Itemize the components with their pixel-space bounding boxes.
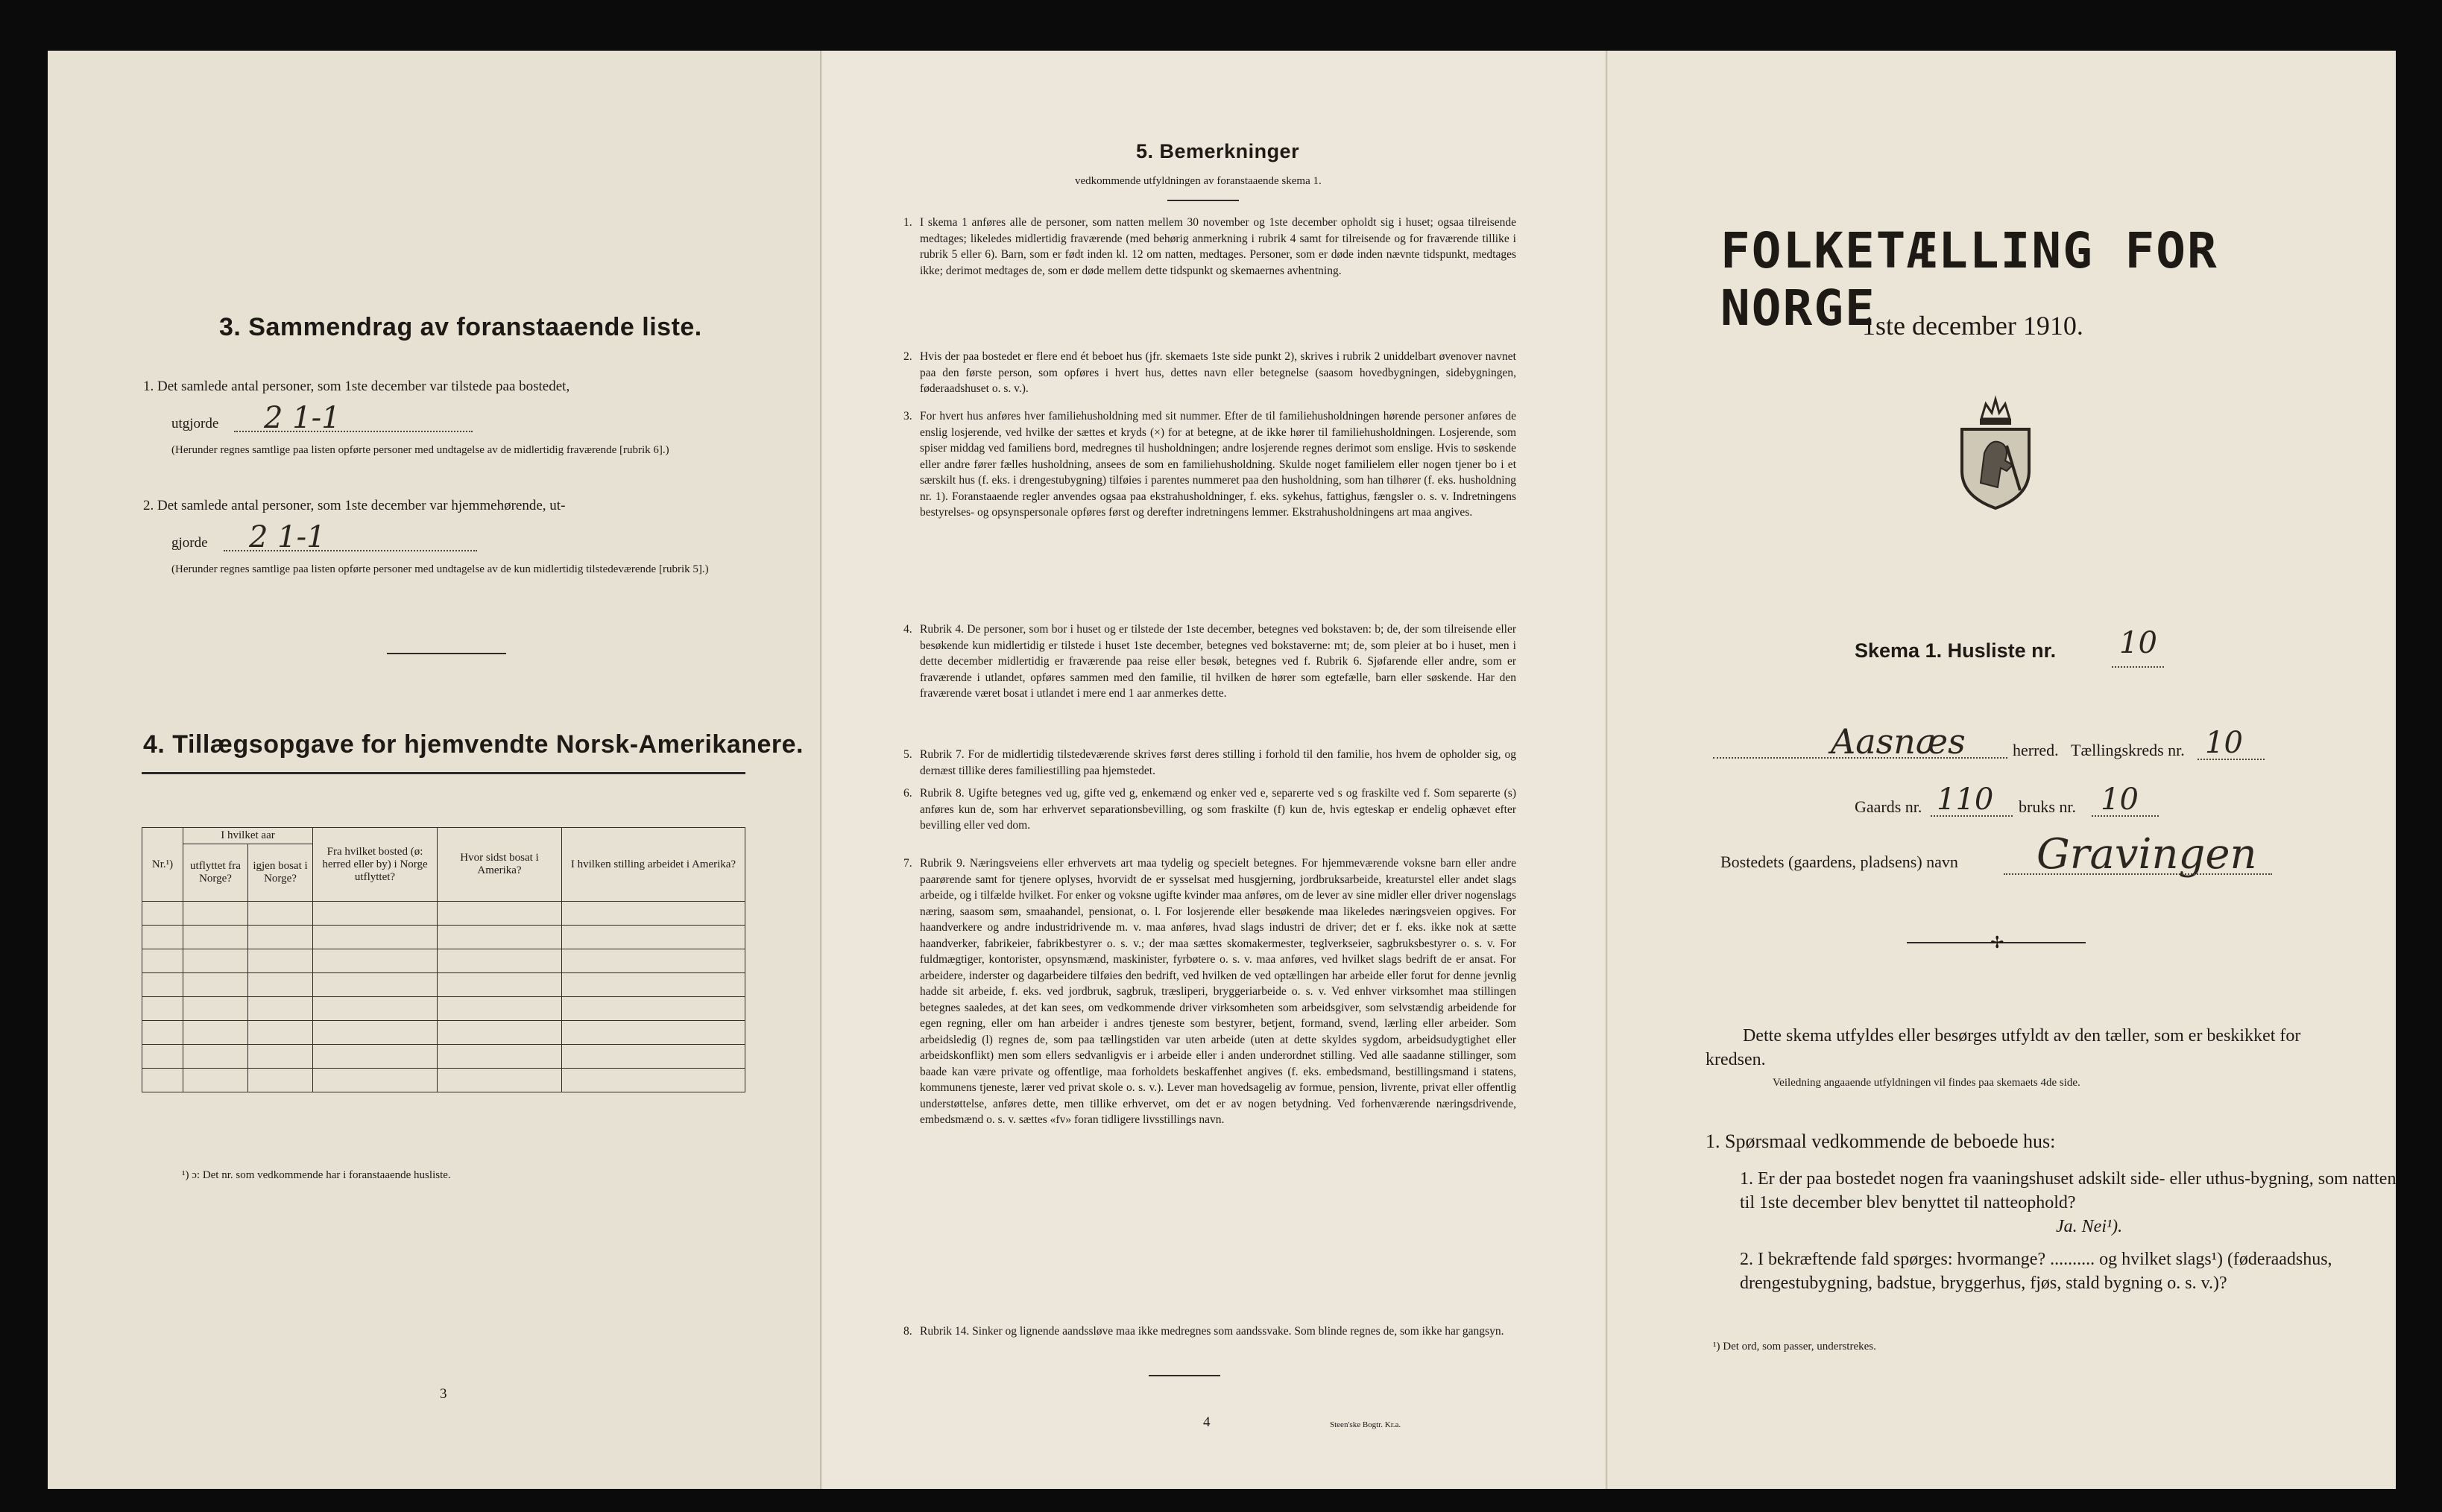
form-date: 1ste december 1910.	[1862, 311, 2083, 341]
remark-item	[903, 785, 1516, 834]
remark-item	[903, 747, 1516, 779]
section-4-title: 4. Tillægsopgave for hjemvendte Norsk-Amerikanere.	[143, 730, 804, 759]
remark-item	[903, 215, 1516, 279]
remarks-title: 5. Bemerkninger	[1136, 140, 1300, 162]
gaards-line	[1931, 815, 2013, 817]
coat-of-arms-icon	[1954, 393, 2036, 511]
summary-item-2-handwritten: 2 1-1	[249, 520, 326, 554]
summary-item-2-note: (Herunder regnes samtlige paa listen opførte personer med undtagelse av de kun midlertidig tilstedeværende [rubrik 5].)	[171, 563, 709, 575]
husliste-line	[2112, 666, 2164, 668]
col-last-place: Hvor sidst bosat i Amerika?	[438, 828, 562, 902]
summary-item-2-prefix: gjorde	[171, 535, 208, 551]
right-footnote: ¹) Det ord, som passer, understrekes.	[1713, 1341, 1876, 1353]
remark-item	[903, 621, 1516, 702]
table-row	[142, 1045, 745, 1069]
remark-number: 6.	[903, 787, 912, 800]
bruks-number: 10	[2101, 782, 2139, 817]
table-row	[142, 949, 745, 973]
summary-item-1-prefix: utgjorde	[171, 416, 219, 431]
kreds-number: 10	[2205, 726, 2243, 760]
remark-text: For hvert hus anføres hver familiehusholdning med sit nummer. Efter de til familiehusholdningen hørende personer anføres de enslig losjerende, ved hvilke der sættes et kryds (×) for at betegne, at de ikke hører til familiehusholdningen. Losjerende, som spiser middag ved familiens bord, medregnes til husholdningen; andre losjerende regnes derimot som enslige. Hvis to søskende eller andre fører fælles husholdning, ansees de som en familiehusholdning. Skulde noget familielem eller nogen tjener bo i et særskilt hus (f. eks. i drengestubygning) tilføies i parentes nummeret paa den husholdning, som han tilhører (f. eks. husholdning nr. 1). Foranstaaende regler anvendes ogsaa paa ekstrahusholdninger, f. eks. sykehus, fattighus, fængsler o. s. v. Indretningens bestyrelses- og opsynspersonale opføres først og derefter indretningens lemmer. Ekstrahusholdningens art maa angives.	[920, 410, 1516, 519]
gaards-label: Gaards nr.	[1855, 797, 1922, 816]
remark-text: Rubrik 14. Sinker og lignende aandssløve maa ikke medregnes som aandssvake. Som blinde regnes de, som ikke har gangsyn.	[920, 1325, 1504, 1338]
remark-text: Rubrik 9. Næringsveiens eller erhvervets art maa tydelig og specielt betegnes. For hjemmeværende voksne barn eller andre paarørende samt for tjenere oplyses, hvorvidt de er sysselsat med husgjerning, jordbruksarbeide, kreaturstel eller andet slags arbeide, og i tilfælde hvilket. For enker og voksne ugifte kvinder maa anføres, om de lever av sine midler eller driver nogenslags næring, saasom søm, smaahandel, pensionat, o. l. For losjerende eller besøkende maa likeledes næringsveien opgives. For haandverkere og andre industridrivende m. v. maa anføres, hvad slags industri de driver; det er f. eks. ikke nok at sætte haandverker, fabrikeier, fabrikbestyrer o. s. v.; der maa sættes skomakermester, teglverkseier, sagbruksbestyrer o. s. v. For fuldmægtiger, kontorister, opsynsmænd, maskinister, fyrbøtere o. s. v. maa anføres, ved hvilket slags bedrift de er ansat. For arbeidere, inderster og dagarbeidere tilføies den bedrift, ved hvilken de ved optællingen har arbeide eller forut for denne jevnlig hadde sit arbeide, f. eks. ved jordbruk, sagbruk, træsliperi, bryggeriarbeide o. s. v. Ved enhver virksomhet maa stillingen betegnes saaledes, at det kan sees, om vedkommende driver virksomheten som arbeidsgiver, som selvstændig arbeidende for egen regning, eller om han arbeider i andres tjeneste som bestyrer, betjent, formand, svend, lærling eller arbeider. Som arbeidsledig (l) regnes de, som paa tællingstiden var uten arbeide (uten at dette skyldes sygdom, arbeidsudygtighet eller arbeidskonflikt) men som ellers sedvanligvis er i arbeide eller i anden underordnet stilling. Ved alle saadanne stillinger, som baade kan være private og offentlige, maa forholdets beskaffenhet angives (f. eks. embedsmand, bestillingsmand i statens, kommunens tjeneste, lærer ved privat skole o. s. v.). Lever man hovedsagelig av formue, pension, livrente, privat eller offentlig understøttelse, anføres dette, men tillike erhvervet, om det er av nogen betydning. Ved forhenværende næringsdrivende, embedsmænd o. s. v. sættes «fv» foran tidligere livsstillings navn.	[920, 857, 1516, 1126]
summary-item-1: 1. Det samlede antal personer, som 1ste december var tilstede paa bostedet,	[143, 379, 570, 394]
printer-imprint: Steen'ske Bogtr. Kr.a.	[1330, 1420, 1401, 1429]
page-number: 4	[1203, 1414, 1211, 1430]
col-emigrated: utflyttet fra Norge?	[183, 844, 248, 902]
middle-page	[823, 51, 1609, 1489]
table-row	[142, 973, 745, 997]
summary-item-1-note: (Herunder regnes samtlige paa listen opførte personer med undtagelse av de midlertidig fraværende [rubrik 6].)	[171, 444, 669, 456]
remark-number: 2.	[903, 350, 912, 363]
remark-text: Hvis der paa bostedet er flere end ét beboet hus (jfr. skemaets 1ste side punkt 2), skrives i rubrik 2 uniddelbart øvenover navnet paa den første person, som opføres i hvert hus, dettes navn eller betegnelse (saasom hovedbygningen, sidebygningen, føderaadshuset o. s. v.).	[920, 350, 1516, 395]
page-number: 3	[440, 1386, 447, 1402]
remark-text: I skema 1 anføres alle de personer, som natten mellem 30 november og 1ste december opholdt sig i huset; ogsaa tilreisende medtages; likeledes midlertidig fraværende (med behørig anmerkning i rubrik 4 samt for tilreisende og for fraværende tillike i rubrik 5 eller 6). Barn, som er født inden kl. 12 om natten, medtages. Personer, som er døde inden nævnte tidspunkt, medtages ikke; derimot medtages de, som er døde mellem dette tidspunkt og skemaernes avhentning.	[920, 216, 1516, 277]
herred-name: Aasnæs	[1831, 721, 1966, 762]
bruks-line	[2092, 815, 2159, 817]
husliste-number: 10	[2119, 626, 2157, 660]
intro-text: Dette skema utfyldes eller besørges utfyldt av den tæller, som er beskikket for kredsen.	[1706, 1026, 2301, 1069]
table-footnote: ¹) ɔ: Det nr. som vedkommende har i foranstaaende husliste.	[182, 1169, 451, 1181]
remark-number: 5.	[903, 748, 912, 761]
form-title: FOLKETÆLLING FOR NORGE	[1720, 222, 2218, 337]
col-year-group: I hvilket aar	[183, 828, 313, 844]
remark-item	[903, 349, 1516, 397]
remark-item	[903, 408, 1516, 521]
remark-text: Rubrik 7. For de midlertidig tilstedeværende skrives først deres stilling i forhold til den familie, hos hvem de opholder sig, og dernæst tillike deres familiestilling paa hjemstedet.	[920, 748, 1516, 777]
remark-number: 8.	[903, 1325, 912, 1338]
returned-americans-table	[142, 827, 745, 1092]
remark-item	[903, 855, 1516, 1128]
table-row	[142, 1021, 745, 1045]
section-3-title: 3. Sammendrag av foranstaaende liste.	[219, 313, 702, 341]
remark-number: 1.	[903, 216, 912, 229]
col-nr: Nr.¹)	[142, 828, 183, 902]
gaards-number: 110	[1937, 782, 1994, 817]
summary-item-2: 2. Det samlede antal personer, som 1ste december var hjemmehørende, ut-	[143, 498, 566, 513]
remark-text: Rubrik 4. De personer, som bor i huset og er tilstede der 1ste december, betegnes ved bokstaven: b; de, der som tilreisende eller besøkende kun midlertidig er tilstede i huset 1ste december, betegnes ved bokstaverne: mt; de, som pleier at bo i huset, men i dette december midlertidig er fraværende paa reise eller besøk, betegnes ved f. Rubrik 6. Sjøfarende eller andre, som er fraværende i utlandet, opføres sammen med den familie, til hvilken de hører som egtefælle, barn eller søskende. Har den fraværende været bosat i utlandet i mere end 1 aar anmerkes dette.	[920, 623, 1516, 700]
remark-number: 4.	[903, 623, 912, 636]
herred-label: herred.	[2013, 741, 2059, 759]
ornament-icon: ✢	[1990, 933, 2004, 952]
remark-item	[903, 1323, 1516, 1340]
summary-item-1-handwritten: 2 1-1	[264, 401, 341, 435]
table-row	[142, 926, 745, 949]
summary-item-2-line	[224, 550, 477, 551]
summary-item-1-line	[234, 431, 473, 432]
table-row	[142, 902, 745, 926]
section-4-rule	[142, 772, 745, 774]
remarks-rule	[1167, 200, 1239, 201]
question-1: 1. Er der paa bostedet nogen fra vaaningshuset adskilt side- eller uthus-bygning, som natten til 1ste december blev benyttet til natteophold?	[1740, 1169, 2397, 1212]
question-2: 2. I bekræftende fald spørges: hvormange? .......... og hvilket slags¹) (føderaadshus, drengestubygning, badstue, bryggerhus, fjøs, stald bygning o. s. v.)?	[1740, 1250, 2332, 1293]
remark-number: 7.	[903, 857, 912, 870]
col-from-place: Fra hvilket bosted (ø: herred eller by) i Norge utflyttet?	[313, 828, 438, 902]
guidance-text: Veiledning angaaende utfyldningen vil findes paa skemaets 4de side.	[1773, 1077, 2080, 1089]
col-occupation: I hvilken stilling arbeidet i Amerika?	[562, 828, 745, 902]
right-page	[1609, 51, 2396, 1489]
bosted-name: Gravingen	[2036, 830, 2257, 879]
kreds-label: Tællingskreds nr.	[2071, 741, 2185, 759]
kreds-line	[2198, 759, 2265, 760]
end-rule	[1149, 1375, 1220, 1376]
col-returned: igjen bosat i Norge?	[248, 844, 313, 902]
question-1-answer: Ja. Nei¹).	[2056, 1217, 2123, 1236]
left-page	[48, 51, 823, 1489]
remarks-subtitle: vedkommende utfyldningen av foranstaaende skema 1.	[1075, 175, 1322, 187]
table-row	[142, 997, 745, 1021]
bruks-label: bruks nr.	[2019, 797, 2076, 816]
bosted-line	[2004, 873, 2272, 875]
skema-label: Skema 1. Husliste nr.	[1855, 639, 2057, 662]
remark-text: Rubrik 8. Ugifte betegnes ved ug, gifte ved g, enkemænd og enker ved e, separerte ved s og fraskilte ved f. Som separerte (s) anføres kun de, som har erhvervet separationsbevilling, og som fraskilte (f) kun de, hvis egteskap er endelig ophævet efter bevilling eller ved dom.	[920, 787, 1516, 832]
question-section-title: 1. Spørsmaal vedkommende de beboede hus:	[1706, 1130, 2056, 1152]
table-row	[142, 1069, 745, 1092]
bosted-label: Bostedets (gaardens, pladsens) navn	[1720, 853, 1958, 871]
divider	[387, 653, 506, 654]
remark-number: 3.	[903, 410, 912, 423]
